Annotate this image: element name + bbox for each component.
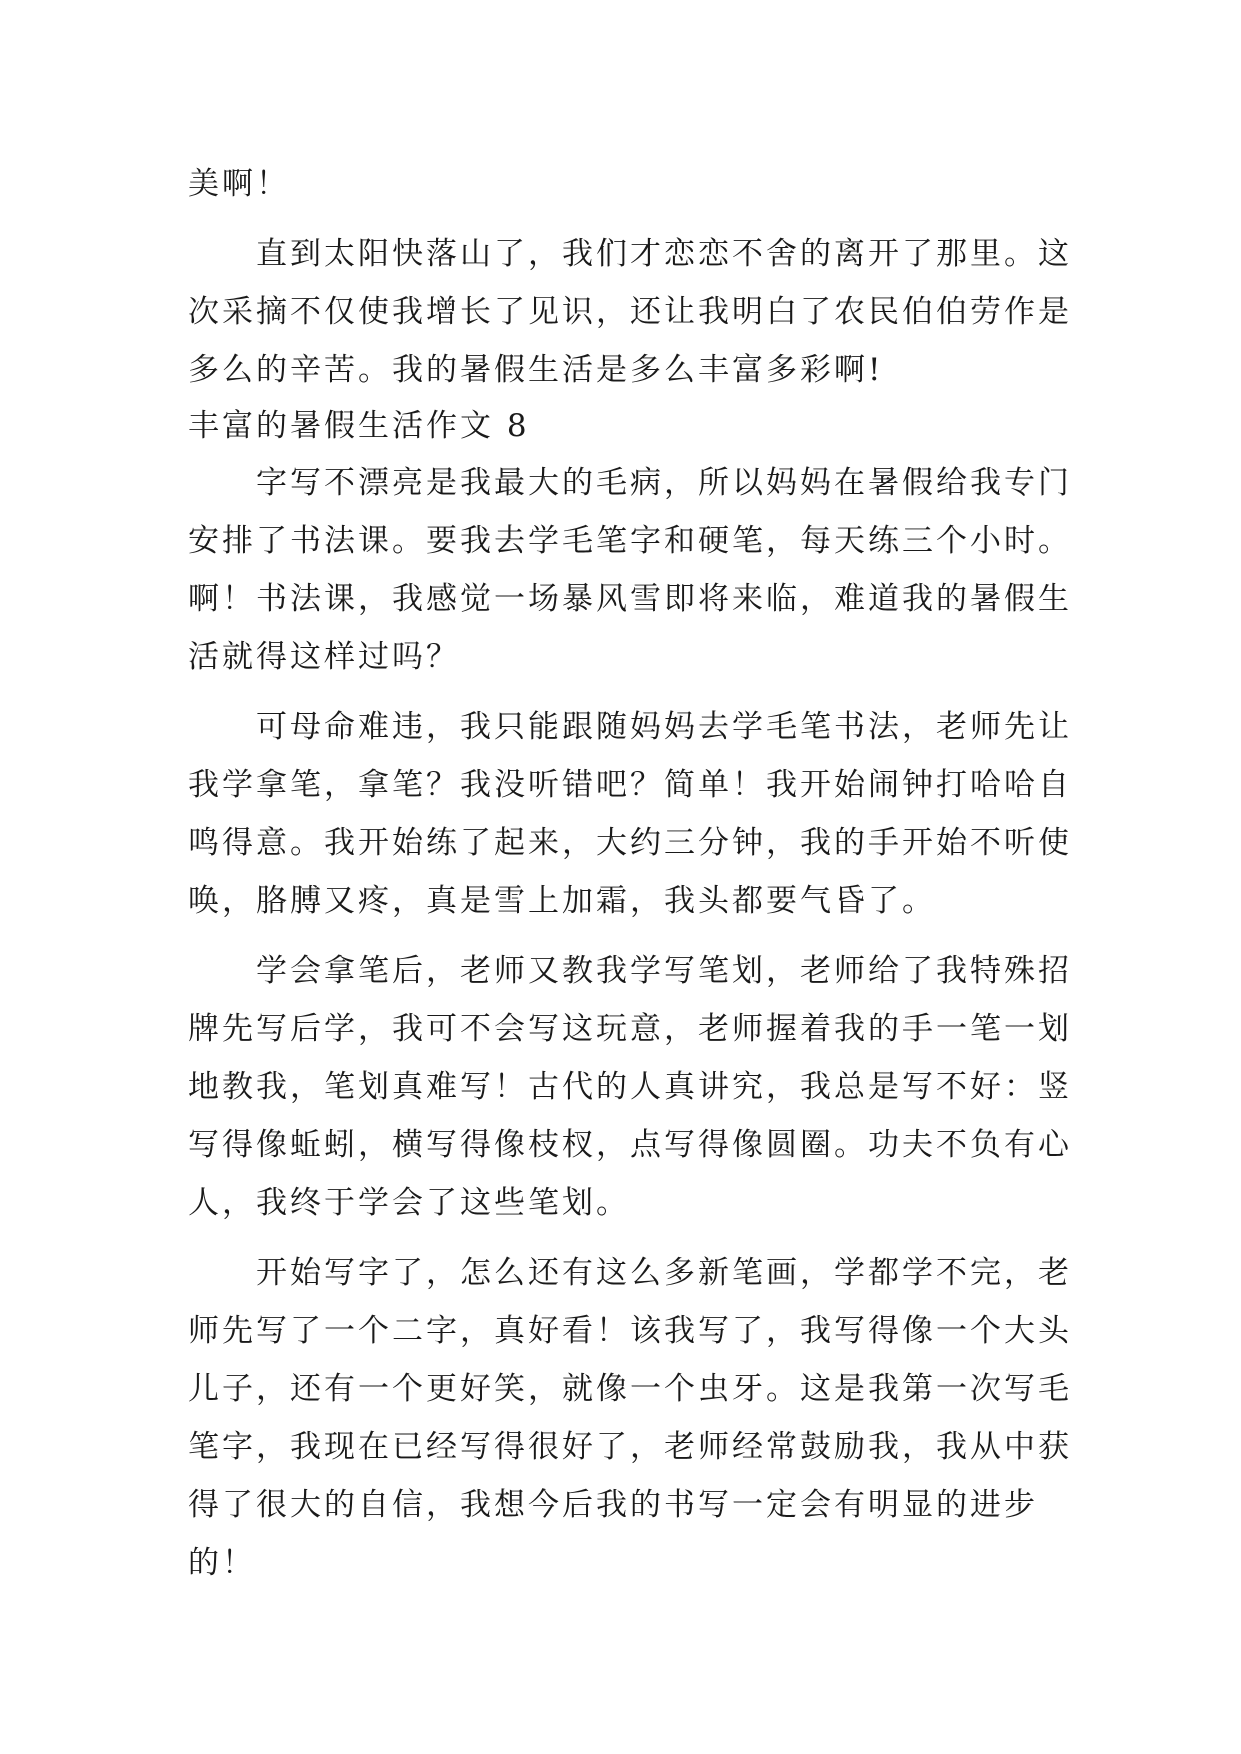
- paragraph-4: [188, 942, 1072, 1232]
- document-body: [188, 155, 1072, 1592]
- paragraph-continued: [188, 155, 1058, 213]
- paragraph-1: [188, 225, 1072, 399]
- text-line: 得了很大的自信，我想今后我的书写一定会有明显的进步: [188, 1487, 1038, 1523]
- text-line: 的！: [188, 1545, 256, 1581]
- text-line: 啊！书法课，我感觉一场暴风雪即将来临，难道我的暑假生: [188, 581, 1072, 617]
- paragraph-2: [188, 454, 1072, 686]
- text-line: 地教我，笔划真难写！古代的人真讲究，我总是写不好：竖: [188, 1069, 1072, 1105]
- text-line: 安排了书法课。要我去学毛笔字和硬笔，每天练三个小时。: [188, 523, 1072, 559]
- text-line: 美啊！: [188, 166, 290, 202]
- text-line: 可母命难违，我只能跟随妈妈去学毛笔书法，老师先让: [256, 709, 1072, 745]
- text-line: 鸣得意。我开始练了起来，大约三分钟，我的手开始不听使: [188, 825, 1072, 861]
- paragraph-3: [188, 698, 1072, 930]
- text-line: 字写不漂亮是我最大的毛病，所以妈妈在暑假给我专门: [256, 465, 1072, 501]
- text-line: 唤，胳膊又疼，真是雪上加霜，我头都要气昏了。: [188, 883, 936, 919]
- text-line: 儿子，还有一个更好笑，就像一个虫牙。这是我第一次写毛: [188, 1371, 1072, 1407]
- text-line: 多么的辛苦。我的暑假生活是多么丰富多彩啊!: [188, 352, 884, 388]
- text-line: 师先写了一个二字，真好看！该我写了，我写得像一个大头: [188, 1313, 1072, 1349]
- text-line: 开始写字了，怎么还有这么多新笔画，学都学不完，老: [256, 1255, 1072, 1291]
- paragraph-5: [188, 1244, 1072, 1592]
- text-line: 次采摘不仅使我增长了见识，还让我明白了农民伯伯劳作是: [188, 294, 1072, 330]
- text-line: 笔字，我现在已经写得很好了，老师经常鼓励我，我从中获: [188, 1429, 1072, 1465]
- text-line: 牌先写后学，我可不会写这玩意，老师握着我的手一笔一划: [188, 1011, 1072, 1047]
- text-line: 写得像蚯蚓，横写得像枝杈，点写得像圆圈。功夫不负有心: [188, 1127, 1072, 1163]
- text-line: 人，我终于学会了这些笔划。: [188, 1185, 630, 1221]
- text-line: 学会拿笔后，老师又教我学写笔划，老师给了我特殊招: [256, 953, 1072, 989]
- text-line: 活就得这样过吗？: [188, 639, 460, 675]
- text-line: 我学拿笔，拿笔？我没听错吧？简单！我开始闹钟打哈哈自: [188, 767, 1072, 803]
- section-title: 丰富的暑假生活作文 8: [188, 408, 530, 444]
- text-line: 直到太阳快落山了，我们才恋恋不舍的离开了那里。这: [256, 236, 1072, 272]
